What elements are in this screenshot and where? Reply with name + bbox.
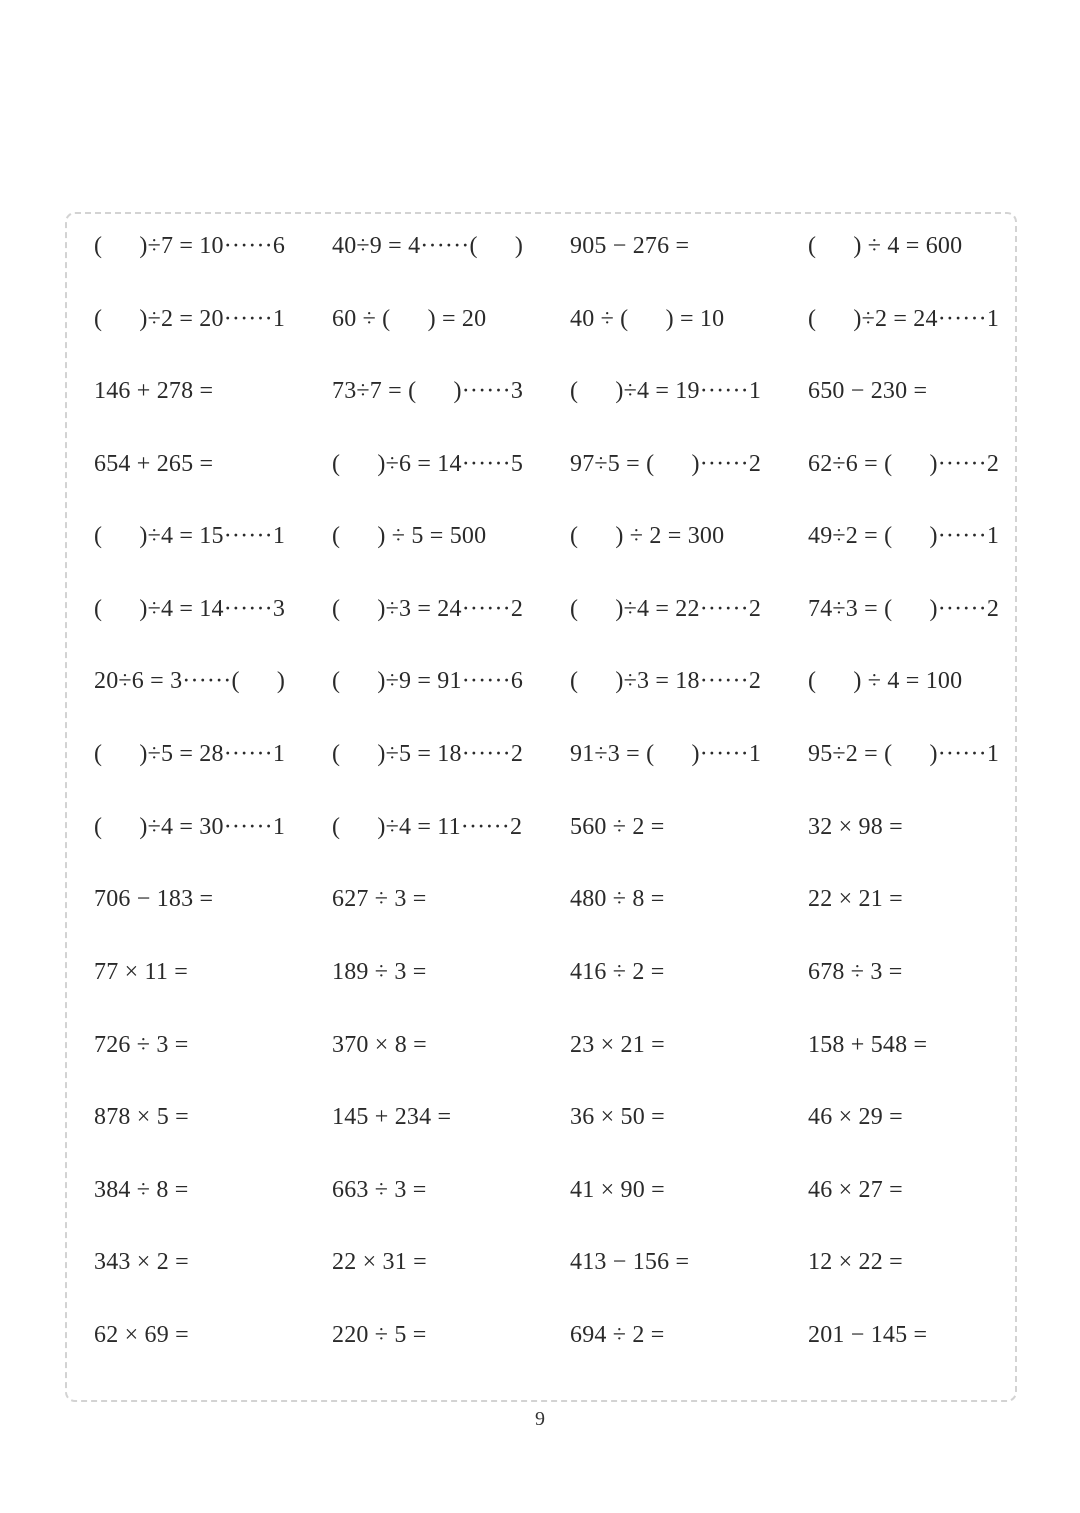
problem: 370 × 8 =: [332, 1032, 427, 1058]
problem: ( ) ÷ 2 = 300: [570, 523, 725, 549]
problem: 73÷7 = ( )······3: [332, 378, 524, 404]
problem-row: [94, 1170, 1019, 1210]
problem: 20÷6 = 3······( ): [94, 668, 286, 694]
problem: ( )÷5 = 18······2: [332, 741, 524, 767]
problem: 49÷2 = ( )······1: [808, 523, 1000, 549]
problem: 905 − 276 =: [570, 233, 690, 259]
problem-row: [94, 1097, 1019, 1137]
problem-row: [94, 879, 1019, 919]
problem: 146 + 278 =: [94, 378, 214, 404]
problem: 878 × 5 =: [94, 1104, 189, 1130]
problem: 627 ÷ 3 =: [332, 886, 427, 912]
problem: ( ) ÷ 4 = 100: [808, 668, 963, 694]
problem: 654 + 265 =: [94, 451, 214, 477]
problem: 480 ÷ 8 =: [570, 886, 665, 912]
problem: 36 × 50 =: [570, 1104, 665, 1130]
problem: 158 + 548 =: [808, 1032, 928, 1058]
problem: ( )÷6 = 14······5: [332, 451, 524, 477]
problem: 384 ÷ 8 =: [94, 1177, 189, 1203]
problem: ( )÷2 = 20······1: [94, 306, 286, 332]
problem: 95÷2 = ( )······1: [808, 741, 1000, 767]
problem: 706 − 183 =: [94, 886, 214, 912]
problem: 46 × 27 =: [808, 1177, 903, 1203]
problem: 40÷9 = 4······( ): [332, 233, 524, 259]
problem: ( )÷4 = 11······2: [332, 814, 523, 840]
problem: 23 × 21 =: [570, 1032, 665, 1058]
problem: 12 × 22 =: [808, 1249, 903, 1275]
problem-row: [94, 661, 1019, 701]
problem-row: [94, 589, 1019, 629]
problem: ( )÷4 = 19······1: [570, 378, 762, 404]
problem: 97÷5 = ( )······2: [570, 451, 762, 477]
problem-row: [94, 952, 1019, 992]
problem: 694 ÷ 2 =: [570, 1322, 665, 1348]
problem: ( )÷3 = 18······2: [570, 668, 762, 694]
problem: 145 + 234 =: [332, 1104, 452, 1130]
problem: ( )÷3 = 24······2: [332, 596, 524, 622]
problem: 416 ÷ 2 =: [570, 959, 665, 985]
problem-row: [94, 807, 1019, 847]
problem-row: [94, 516, 1019, 556]
worksheet-frame: [65, 212, 1017, 1402]
problem: 62 × 69 =: [94, 1322, 189, 1348]
problem: 22 × 21 =: [808, 886, 903, 912]
problem: 77 × 11 =: [94, 959, 188, 985]
problem-row: [94, 1315, 1019, 1355]
problem: 650 − 230 =: [808, 378, 928, 404]
problem: 220 ÷ 5 =: [332, 1322, 427, 1348]
problem: ( )÷9 = 91······6: [332, 668, 524, 694]
problem: ( )÷4 = 14······3: [94, 596, 286, 622]
problem: 40 ÷ ( ) = 10: [570, 306, 725, 332]
problem: 22 × 31 =: [332, 1249, 427, 1275]
problem-row: [94, 299, 1019, 339]
problem-row: [94, 1025, 1019, 1065]
problem: 62÷6 = ( )······2: [808, 451, 1000, 477]
problem-row: [94, 226, 1019, 266]
problem: 201 − 145 =: [808, 1322, 928, 1348]
problem: ( )÷7 = 10······6: [94, 233, 286, 259]
problem: 189 ÷ 3 =: [332, 959, 427, 985]
problem: ( )÷5 = 28······1: [94, 741, 286, 767]
problem: 41 × 90 =: [570, 1177, 665, 1203]
page-number: 9: [535, 1408, 545, 1430]
problem: 663 ÷ 3 =: [332, 1177, 427, 1203]
problem: 32 × 98 =: [808, 814, 903, 840]
problem: ( )÷4 = 15······1: [94, 523, 286, 549]
problem: 91÷3 = ( )······1: [570, 741, 762, 767]
problem-row: [94, 734, 1019, 774]
problem-row: [94, 444, 1019, 484]
problem: ( ) ÷ 5 = 500: [332, 523, 487, 549]
problem: 560 ÷ 2 =: [570, 814, 665, 840]
problem: 678 ÷ 3 =: [808, 959, 903, 985]
problem-row: [94, 1242, 1019, 1282]
problem: ( ) ÷ 4 = 600: [808, 233, 963, 259]
problem: 343 × 2 =: [94, 1249, 189, 1275]
problem: ( )÷2 = 24······1: [808, 306, 1000, 332]
problem: 74÷3 = ( )······2: [808, 596, 1000, 622]
problem: 726 ÷ 3 =: [94, 1032, 189, 1058]
problem: ( )÷4 = 22······2: [570, 596, 762, 622]
problem: ( )÷4 = 30······1: [94, 814, 286, 840]
problem: 413 − 156 =: [570, 1249, 690, 1275]
problem: 46 × 29 =: [808, 1104, 903, 1130]
problem-row: [94, 371, 1019, 411]
problem: 60 ÷ ( ) = 20: [332, 306, 487, 332]
